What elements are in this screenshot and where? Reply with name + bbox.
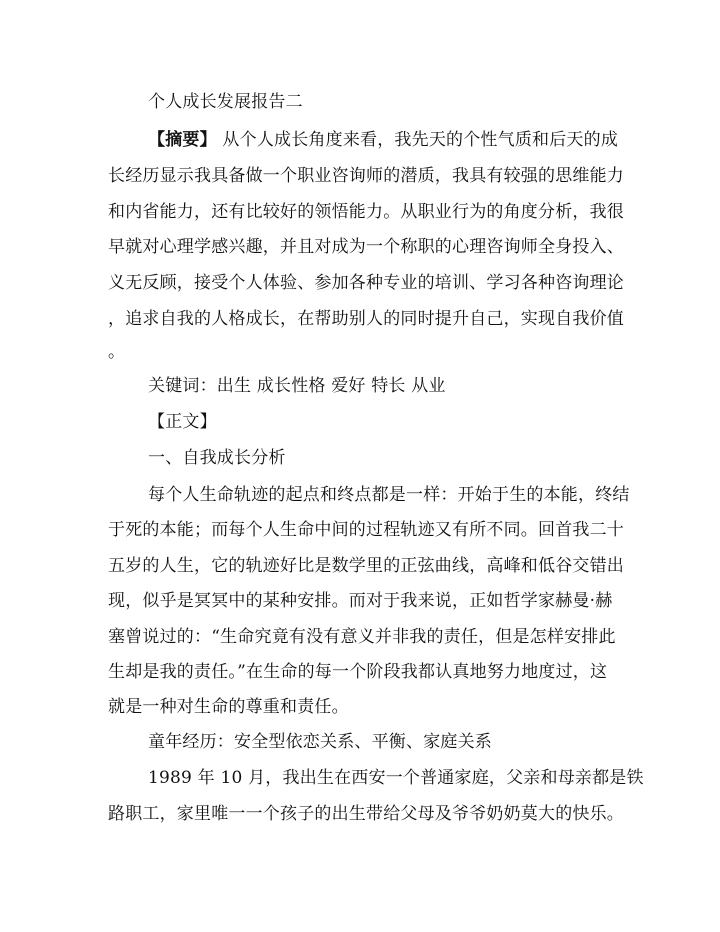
abstract-first-line xyxy=(148,130,618,150)
paragraph-line: 路职工，家里唯一一个孩子的出生带给父母及爷爷奶奶莫大的快乐。 xyxy=(108,804,624,824)
paragraph-line: 每个人生命轨迹的起点和终点都是一样：开始于生的本能，终结 xyxy=(148,485,630,505)
body-heading: 【正文】 xyxy=(148,412,217,432)
paragraph-line: 于死的本能；而每个人生命中间的过程轨迹又有所不同。回首我二十 xyxy=(108,520,624,540)
keywords: 关键词：出生 成长性格 爱好 特长 从业 xyxy=(148,376,446,396)
paragraph-line: 塞曾说过的：“生命究竟有没有意义并非我的责任，但是怎样安排此 xyxy=(108,627,616,647)
paragraph-line: 现，似乎是冥冥中的某种安排。而对于我来说，正如哲学家赫曼·赫 xyxy=(108,591,613,611)
section-heading: 一、自我成长分析 xyxy=(148,448,286,468)
paragraph-line: 1989 年 10 月，我出生在西安一个普通家庭，父亲和母亲都是铁 xyxy=(148,768,644,788)
abstract-line: 早就对心理学感兴趣，并且对成为一个称职的心理咨询师全身投入、 xyxy=(108,237,624,257)
paragraph-line: 五岁的人生，它的轨迹好比是数学里的正弦曲线，高峰和低谷交错出 xyxy=(108,556,624,576)
paragraph-line: 就是一种对生命的尊重和责任。 xyxy=(108,697,349,717)
abstract-line: 义无反顾，接受个人体验、参加各种专业的培训、学习各种咨询理论 xyxy=(108,273,624,293)
paragraph-line: 生却是我的责任。”在生命的每一个阶段我都认真地努力地度过，这 xyxy=(108,662,608,682)
abstract-line: 从个人成长角度来看，我先天的个性气质和后天的成 xyxy=(216,130,619,150)
childhood-heading: 童年经历：安全型依恋关系、平衡、家庭关系 xyxy=(148,732,492,752)
abstract-line: 长经历显示我具备做一个职业咨询师的潜质，我具有较强的思维能力 xyxy=(108,166,624,186)
document-title: 个人成长发展报告二 xyxy=(148,92,303,112)
abstract-line: 。 xyxy=(108,342,126,362)
abstract-line: 和内省能力，还有比较好的领悟能力。从职业行为的角度分析，我很 xyxy=(108,202,624,222)
abstract-label: 【摘要】 xyxy=(148,130,217,150)
abstract-line: ，追求自我的人格成长，在帮助别人的同时提升自己，实现自我价值 xyxy=(108,309,624,329)
